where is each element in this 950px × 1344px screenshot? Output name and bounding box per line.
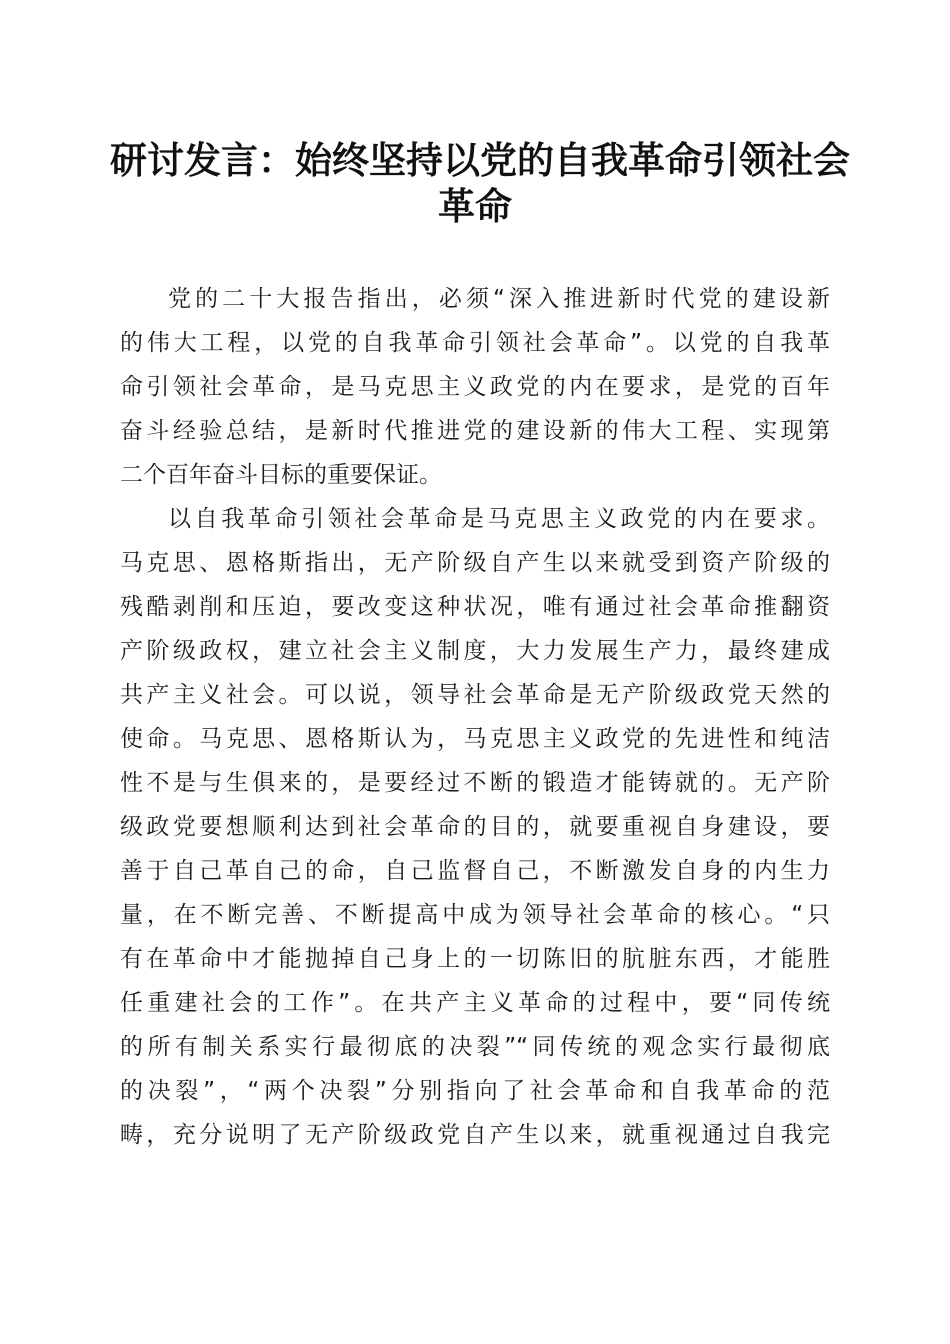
paragraph-2-line: 性不是与生俱来的，是要经过不断的锻造才能铸就的。无产阶 bbox=[120, 770, 830, 796]
paragraph-2-line: 使命。马克思、恩格斯认为，马克思主义政党的先进性和纯洁 bbox=[120, 726, 830, 752]
paragraph-1-line: 命引领社会革命，是马克思主义政党的内在要求，是党的百年 bbox=[120, 374, 830, 400]
paragraph-2-line: 马克思、恩格斯指出，无产阶级自产生以来就受到资产阶级的 bbox=[120, 550, 830, 576]
document-title-line-1: 研讨发言：始终坚持以党的自我革命引领社会 bbox=[110, 138, 850, 182]
paragraph-2-line: 以自我革命引领社会革命是马克思主义政党的内在要求。 bbox=[168, 506, 830, 532]
paragraph-2-line: 产阶级政权，建立社会主义制度，大力发展生产力，最终建成 bbox=[120, 638, 830, 664]
paragraph-2-line: 有在革命中才能抛掉自己身上的一切陈旧的肮脏东西，才能胜 bbox=[120, 946, 830, 972]
paragraph-1-line: 奋斗经验总结，是新时代推进党的建设新的伟大工程、实现第 bbox=[120, 418, 830, 444]
paragraph-2-line: 级政党要想顺利达到社会革命的目的，就要重视自身建设，要 bbox=[120, 814, 830, 840]
paragraph-2-line: 残酷剥削和压迫，要改变这种状况，唯有通过社会革命推翻资 bbox=[120, 594, 830, 620]
paragraph-2-line: 共产主义社会。可以说，领导社会革命是无产阶级政党天然的 bbox=[120, 682, 830, 708]
paragraph-2-line: 善于自己革自己的命，自己监督自己，不断激发自身的内生力 bbox=[120, 858, 830, 884]
paragraph-2-line: 任重建社会的工作”。在共产主义革命的过程中，要“同传统 bbox=[120, 990, 830, 1016]
paragraph-1-line: 的伟大工程，以党的自我革命引领社会革命”。以党的自我革 bbox=[120, 330, 830, 356]
paragraph-2-line: 畴，充分说明了无产阶级政党自产生以来，就重视通过自我完 bbox=[120, 1122, 830, 1148]
paragraph-2-line: 的所有制关系实行最彻底的决裂”“同传统的观念实行最彻底 bbox=[120, 1034, 830, 1060]
paragraph-1-line: 党的二十大报告指出，必须“深入推进新时代党的建设新 bbox=[168, 286, 830, 312]
document-title-line-2: 革命 bbox=[438, 184, 512, 228]
paragraph-1-line: 二个百年奋斗目标的重要保证。 bbox=[120, 462, 442, 488]
paragraph-2-line: 量，在不断完善、不断提高中成为领导社会革命的核心。“只 bbox=[120, 902, 830, 928]
document-body bbox=[120, 277, 830, 1157]
paragraph-2-line: 的决裂”，“两个决裂”分别指向了社会革命和自我革命的范 bbox=[120, 1078, 830, 1104]
